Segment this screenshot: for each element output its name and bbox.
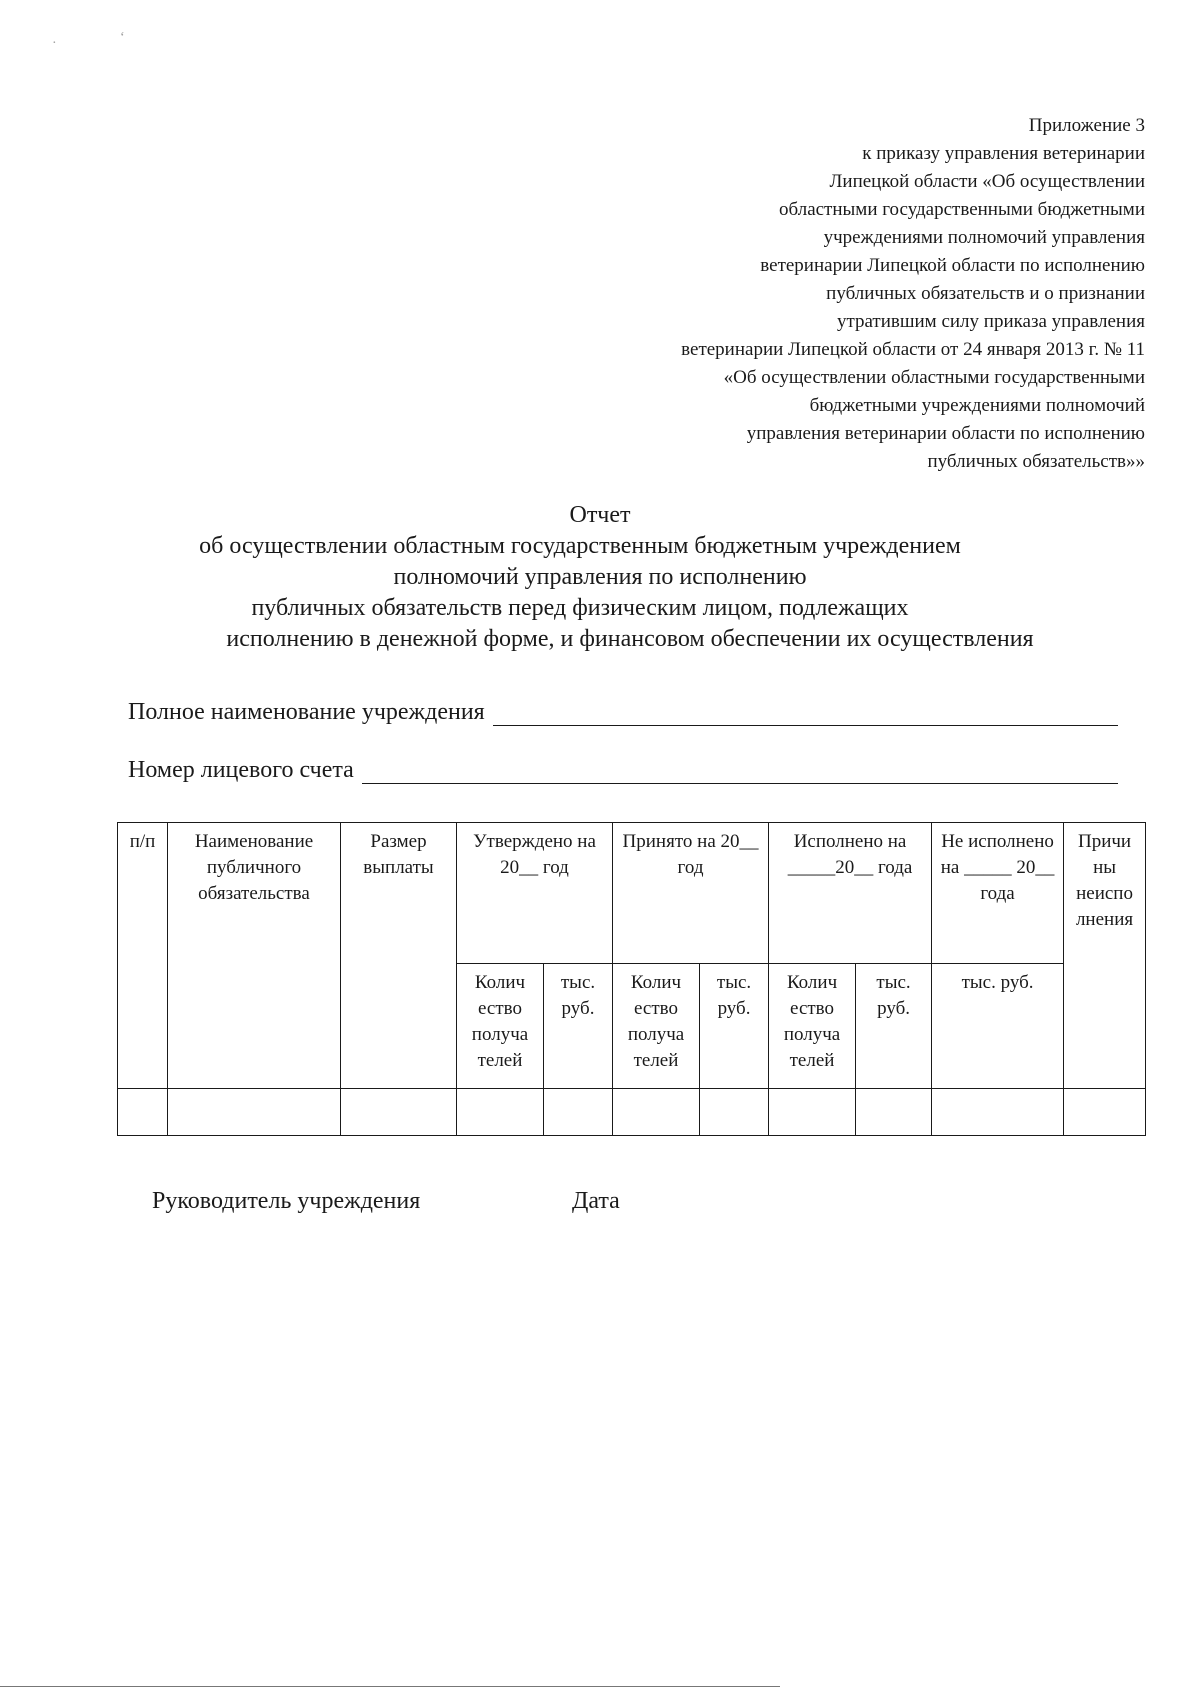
appendix-line: утратившим силу приказа управления	[836, 311, 1145, 332]
appendix-line: публичных обязательств»»	[927, 451, 1145, 472]
table-cell[interactable]	[168, 1089, 341, 1136]
account-number-label: Номер лицевого счета	[128, 757, 354, 783]
table-row	[118, 1089, 1146, 1136]
header-approved: Утверждено на 20__ год	[457, 823, 613, 964]
table-cell[interactable]	[700, 1089, 769, 1136]
table-cell[interactable]	[856, 1089, 932, 1136]
appendix-note	[681, 112, 1145, 476]
appendix-line: областными государственными бюджетными	[779, 199, 1145, 220]
institution-name-label: Полное наименование учреждения	[128, 699, 485, 725]
report-table	[117, 822, 1146, 1136]
appendix-line: управления ветеринарии области по исполнению	[746, 423, 1145, 444]
report-title-line: исполнению в денежной форме, и финансовом обеспечении их осуществления	[226, 626, 1034, 652]
report-title-line: публичных обязательств перед физическим лицом, подлежащих	[251, 595, 909, 621]
subheader-thousand-rub: тыс. руб.	[700, 964, 769, 1089]
account-number-field	[128, 756, 1118, 784]
header-accepted: Принято на 20__ год	[613, 823, 769, 964]
institution-name-blank[interactable]	[493, 705, 1118, 726]
table-header-row	[118, 823, 1146, 964]
report-title-line: полномочий управления по исполнению	[393, 564, 807, 590]
appendix-line: ветеринарии Липецкой области от 24 января 2013 г. № 11	[681, 339, 1145, 360]
report-title-line: об осуществлении областным государственным бюджетным учреждением	[199, 533, 961, 559]
subheader-recipients-count: Колич ество получа телей	[769, 964, 856, 1089]
table-cell[interactable]	[118, 1089, 168, 1136]
head-signature-label: Руководитель учреждения	[152, 1188, 421, 1214]
date-label: Дата	[572, 1188, 620, 1214]
header-executed: Исполнено на _____20__ года	[769, 823, 932, 964]
appendix-line: «Об осуществлении областными государственными	[723, 367, 1145, 388]
header-num: п/п	[118, 823, 168, 1089]
scan-artifact: ʻ	[120, 30, 125, 45]
report-title	[0, 500, 1200, 655]
table-cell[interactable]	[1064, 1089, 1146, 1136]
header-payment-size: Размер выплаты	[341, 823, 457, 1089]
appendix-line: Приложение 3	[1028, 115, 1145, 136]
table-cell[interactable]	[769, 1089, 856, 1136]
institution-name-field	[128, 698, 1118, 726]
appendix-line: бюджетными учреждениями полномочий	[809, 395, 1145, 416]
table-cell[interactable]	[341, 1089, 457, 1136]
account-number-blank[interactable]	[362, 763, 1118, 784]
subheader-thousand-rub: тыс. руб.	[856, 964, 932, 1089]
header-not-executed: Не исполнено на _____ 20__ года	[932, 823, 1064, 964]
report-heading: Отчет	[569, 502, 631, 528]
appendix-line: к приказу управления ветеринарии	[862, 143, 1145, 164]
appendix-line: ветеринарии Липецкой области по исполнению	[760, 255, 1145, 276]
subheader-thousand-rub: тыс. руб.	[544, 964, 613, 1089]
appendix-line: Липецкой области «Об осуществлении	[829, 171, 1145, 192]
subheader-recipients-count: Колич ество получа телей	[613, 964, 700, 1089]
appendix-line: публичных обязательств и о признании	[826, 283, 1145, 304]
subheader-not-executed-thousand-rub: тыс. руб.	[932, 964, 1064, 1089]
table-cell[interactable]	[613, 1089, 700, 1136]
table-cell[interactable]	[932, 1089, 1064, 1136]
header-reasons: Причи ны неиспо лнения	[1064, 823, 1146, 1089]
header-obligation: Наименование публичного обязательства	[168, 823, 341, 1089]
appendix-line: учреждениями полномочий управления	[823, 227, 1145, 248]
scan-bottom-edge	[0, 1686, 780, 1687]
table-cell[interactable]	[457, 1089, 544, 1136]
subheader-recipients-count: Колич ество получа телей	[457, 964, 544, 1089]
table-cell[interactable]	[544, 1089, 613, 1136]
scan-artifact: ·	[52, 36, 57, 51]
